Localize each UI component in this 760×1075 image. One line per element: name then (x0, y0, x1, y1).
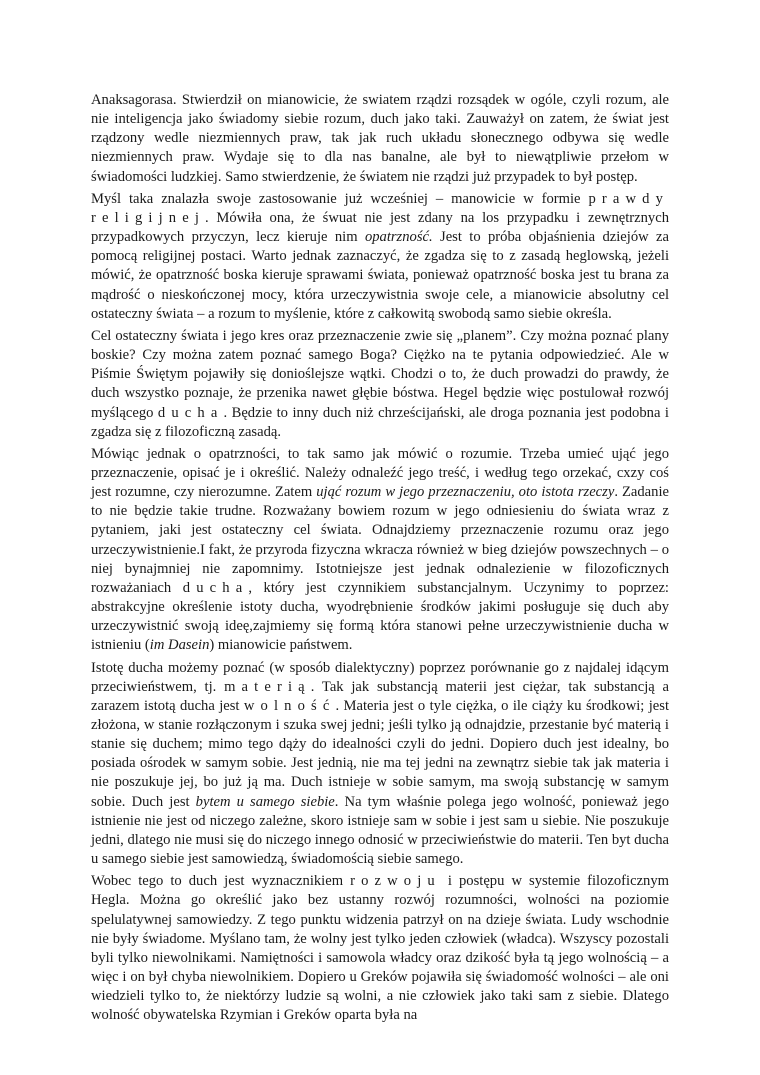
text-run: Jest to próba objaśnienia dziejów za pomocą religijnej postaci. Warto jednak zaznaczyć, że zgadza się to z zasadą heglowską, jeżeli mówić, że opatrzność boska kieruje sprawami świata, ponieważ opatrzność boska jest tu brana za mądrość o nieskończonej mocy, która urzeczywistnia swoje cele, a mianowicie absolutny cel ostateczny świata – a rozum to myślenie, które z całkowitą swobodą samo siebie określa. (91, 229, 669, 322)
paragraph-2 (91, 190, 669, 324)
text-run: Anaksagorasa. Stwierdził on mianowicie, że swiatem rządzi rozsądek w ogóle, czyli rozum, ale nie inteligencja jako świadomy siebie rozum, duch jako taki. Zauważył on zatem, że świat jest rządzony wedle niezmiennych praw, tak jak ruch układu słonecznego odbywa się wedle niezmiennych praw. Wydaje się to dla nas banalne, ale był to niewątpliwie przełom w świadomości ludzkiej. Samo stwierdzenie, że światem nie rządzi już przypadek to był postęp. (91, 92, 669, 185)
italic-phrase: ująć rozum w jego przeznaczeniu, oto istota rzeczy (316, 484, 615, 501)
text-run: . Na tym właśnie polega jego wolność, ponieważ jego istnienie nie jest od niczego zależne, skoro istnieje sam w sobie i jest sam u siebie. Nie poszukuje jedni, dlatego nie musi się do niczego innego odnosić w przeciwieństwie do materii. Ten byt ducha u samego siebie jest samowiedzą, świadomością siebie samego. (91, 793, 669, 868)
text-run: . Materia jest o tyle ciężka, o ile ciąży ku środkowi; jest złożona, w stanie rozłączonym i szuka swej jedni; jeśli tylko ją odnajdzie, przestanie być materią i stanie się duchem; mimo tego dąży do idealności czyli do jedni. Dopiero duch jest idealny, bo posiada ośrodek w samym sobie. Jest jednią, nie ma tej jedni na zewnątrz siebie tak jak materia i nie poszukuje jej, bo już ją ma. Duch istnieje w sobie samym, ma swoją substancję w samym sobie. Duch jest (91, 697, 670, 810)
text-run: . Zadanie to nie będzie takie trudne. Rozważany bowiem rozum w jego odniesieniu do świata wraz z pytaniem, jaki jest ostateczny cel świata. Odnajdziemy przeznaczenie rozumu oraz jego urzeczywistnienie.I fakt, że przyroda fizyczna wkracza również w bieg dziejów powszechnych – o niej bynajmniej nie zapomnimy. Istotniejsze jest jednak odnalezienie w filozoficznych rozważaniach (91, 484, 669, 596)
text-run: i postępu w systemie filozoficznym Hegla. Można go określić jako bez ustanny rozwój rozumności, wolności na poziomie spelulatywnej samowiedzy. Z tego punktu widzenia patrzył on na dzieje świata. Ludy wschodnie nie były świadome. Myślano tam, że wolny jest tylko jeden człowiek (władca). Wszyscy pozostali byli tylko niewolnikami. Namiętności i samowola władcy oraz dzikość była tą jego wolnością – a więc i on był chyba niewolnikiem. Dopiero u Greków pojawiła się świadomość wolności – ale oni wiedzieli tylko to, że niektórzy ludzie są wolni, a nie człowiek jako taki sam z siebie. Dlatego wolność obywatelska Rzymian i Greków oparta była na (91, 873, 669, 1024)
spaced-emphasis: wolność (243, 697, 336, 714)
paragraph-4 (91, 445, 669, 656)
spaced-emphasis: prawdy religijnej (91, 190, 669, 226)
document-body (91, 91, 669, 1026)
text-run: Cel ostateczny świata i jego kres oraz przeznaczenie zwie się „planem”. Czy można poznać plany boskie? Czy można zatem poznać samego Boga? Ciężko na te pytania odpowiedzieć. Ale w Piśmie Świętym pojawiły się donioślejsze wątki. Chodzi o to, że duch prowadzi do prawdy, że duch wszystko poznaje, że przenika nawet głębie bóstwa. Hegel będzie więc postulował rozwój myślącego (91, 327, 669, 421)
spaced-emphasis: rozwoju (350, 873, 441, 890)
text-run: Wobec tego to duch jest wyznacznikiem (91, 873, 351, 890)
italic-phrase: opatrzność. (364, 229, 433, 246)
text-run: . Będzie to inny duch niż chrześcijański, ale droga poznania jest podobna i zgadza się z filozoficzną zasadą. (91, 404, 669, 440)
text-run: ) mianowicie państwem. (209, 637, 353, 654)
paragraph-5 (91, 659, 669, 870)
text-run: Mówiąc jednak o opatrzności, to tak samo jak mówić o rozumie. Trzeba umieć ująć jego przeznaczenie, opisać je i określić. Należy odnaleźć jego treść, i według tego orzekać, cxzy coś jest rozumne, czy nierozumne. Zatem (91, 445, 669, 501)
italic-phrase: im Dasein (149, 637, 210, 654)
paragraph-6 (91, 872, 669, 1025)
spaced-emphasis: ducha (182, 579, 249, 596)
italic-phrase: bytem u samego siebie (195, 793, 335, 810)
text-run: . Tak jak substancją materii jest ciężar, tak substancją a zarazem istotą ducha jest (91, 678, 669, 714)
spaced-emphasis: materią (224, 678, 311, 695)
text-run: Istotę ducha możemy poznać (w sposób dialektyczny) poprzez porównanie go z najdalej idącym przeciwieństwem, tj. (91, 659, 669, 695)
paragraph-3 (91, 327, 669, 442)
paragraph-1 (91, 91, 669, 187)
text-run: . Mówiła ona, że śwuat nie jest zdany na los przypadku i zewnętrznych przypadkowych przyczyn, lecz kieruje nim (91, 209, 669, 246)
text-run: Myśl taka znalazła swoje zastosowanie już wcześniej – manowicie w formie (91, 190, 589, 207)
spaced-emphasis: ducha (157, 404, 224, 421)
text-run: , który jest czynnikiem substancjalnym. Uczynimy to poprzez: abstrakcyjne określenie istoty ducha, wyodrębnienie środków jakimi posługuje się duch aby urzeczywistnić swoją ideę,zajmiemy się formą która stanowi pełne urzeczywistnienie ducha w istnieniu ( (91, 579, 669, 654)
